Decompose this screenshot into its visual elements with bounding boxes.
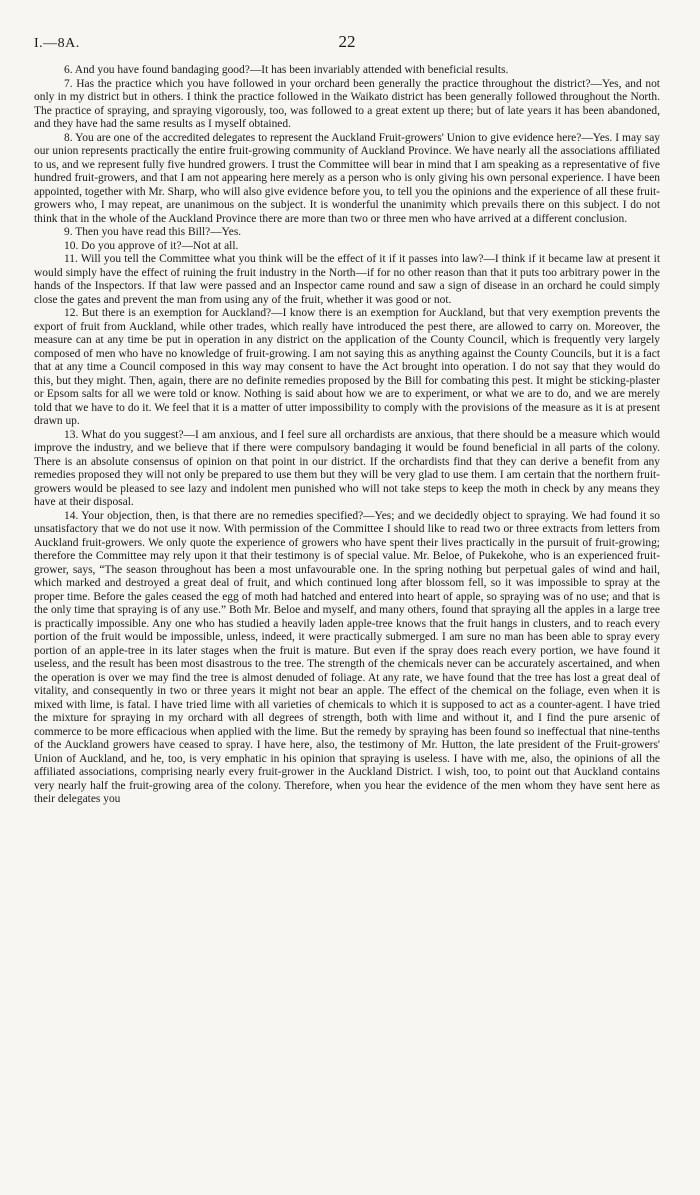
paragraph-q6: 6. And you have found bandaging good?—It has been invariably attended with beneficial results. — [64, 64, 509, 76]
paragraph-q10: 10. Do you approve of it?—Not at all. — [64, 239, 239, 252]
paragraph-q14: 14. Your objection, then, is that there are no remedies specified?—Yes; and we decidedly object to spraying. We had found it so unsatisfactory that we do not use it now. With permission of the Committee I should like to read two or three extracts from letters from Auckland fruit-growers. We only quote the experience of growers who have spent their lives practically in the pursuit of fruit-growing; therefore the Committee may rely upon it that their testimony is of special value. Mr. Beloe, of Pukekohe, who is an experienced fruit-grower, says, “The season throughout has been a most unfavourable one. In the spring nothing but perpetual gales of wind and hail, which marked and destroyed a great deal of fruit, and which continued long after blossom fell, so it was impossible to spray at the proper time. Before the gales ceased the egg of moth had hatched and entered into heart of apple, so spraying was of no use; and that is the only time that spraying is of any use.” Both Mr. Beloe and myself, and many others, found that spraying all the apples in a large tree is practically impossible. Any one who has studied a heavily laden apple-tree knows that the fruit hangs in clusters, and to reach every portion of the fruit would be impossible, unless, indeed, it were practically submerged. I am sure no man has been able to spray every portion of an apple-tree in its later stages when the fruit is mature. But even if the spray does reach every portion, we have found it useless, and the result has been most disastrous to the tree. The strength of the chemicals never can be accurately ascertained, and when the operation is over we may find the tree is almost denuded of foliage. At any rate, we have found that the tree has lost a great deal of vitality, and consequently in two or three years it might not bear an apple. The effect of the chemical on the foliage, even when it is mixed with lime, is fatal. I have tried lime with all varieties of chemicals to which it is supposed to act as a counter-agent. I have tried the mixture for spraying in my orchard with all degrees of strength, both with lime and without it, and I find the pure arsenic of commerce to be more efficacious when applied with the lime. But the remedy by spraying has been found so ineffectual that nine-tenths of the Auckland growers have ceased to spray. I have here, also, the testimony of Mr. Hutton, the late president of the Fruit-growers' Union of Auckland, and he, too, is very emphatic in his opinion that spraying is useless. I have with me, also, the opinions of all the affiliated associations, comprising nearly every fruit-grower in the Auckland District. I wish, too, to point out that Auckland contains very nearly half the fruit-growing area of the colony. Therefore, when you hear the evidence of the men whom they have sent here as their delegates you — [34, 509, 660, 805]
page-number: 22 — [338, 32, 356, 51]
paragraph-q13: 13. What do you suggest?—I am anxious, and I feel sure all orchardists are anxious, that there should be a measure which would improve the industry, and we believe that if there were compulsory bandaging it would be found beneficial in all parts of the colony. There is an absolute consensus of opinion on that point in our district. If the orchardists find that they can derive a benefit from any remedies proposed they will not only be prepared to use them but they will be very glad to use them. I am certain that the northern fruit-growers would be pleased to see lazy and indolent men punished who will not take steps to keep the moth in check by any means they have at their disposal. — [34, 428, 660, 508]
document-body — [34, 64, 660, 807]
paragraph-q7: 7. Has the practice which you have followed in your orchard been generally the practice throughout the district?—Yes, and not only in my district but in others. I think the practice followed in the Waikato district has been generally followed throughout the North. The practice of spraying, and spraying vigorously, too, was followed to a great extent up there; but of late years it has been abandoned, and they have had the same results as I myself obtained. — [34, 77, 660, 130]
paragraph-q9: 9. Then you have read this Bill?—Yes. — [64, 226, 242, 238]
document-reference: I.—8A. — [34, 36, 80, 51]
paragraph-q8: 8. You are one of the accredited delegates to represent the Auckland Fruit-growers' Union to give evidence here?—Yes. I may say our union represents practically the entire fruit-growing community of Auckland Province. We have nearly all the associations affiliated to us, and we represent fully five hundred growers. I trust the Committee will bear in mind that I am speaking as a representative of five hundred fruit-growers, and that I am not appearing here merely as a person who is only giving his own personal experience. I have been appointed, together with Mr. Sharp, who will also give evidence before you, to tell you the opinions and the experience of all these fruit-growers who, I may repeat, are unanimous on the subject. It is wonderful the unanimity which prevails there on this subject. I do not think that in the whole of the Auckland Province there are more than two or three men who have arrived at a different conclusion. — [34, 131, 660, 225]
page-header — [34, 30, 660, 64]
paragraph-q12: 12. But there is an exemption for Auckland?—I know there is an exemption for Auckland, but that very exemption prevents the export of fruit from Auckland, while other trades, which really have introduced the pest there, are allowed to carry on. Moreover, the measure can at any time be put in operation in any district on the application of the County Council, which is frequently very largely composed of men who have no knowledge of fruit-growing. I am not saying this as anything against the County Councils, but it is a fact that at any time a Council composed in this way may consent to have the Act brought into operation. I do not say that they would do this, but they might. Then, again, there are no definite remedies proposed by the Bill for combating this pest. It might be sticking-plaster or Epsom salts for all we were told or know. Nothing is said about how we are to experiment, or what we are to do, and we are merely told that we have to do it. We feel that it is a matter of utter impossibility to comply with the provisions of the measure as it is at present drawn up. — [34, 307, 660, 427]
paragraph-q11: 11. Will you tell the Committee what you think will be the effect of it if it passes into law?—I think if it became law at present it would simply have the effect of ruining the fruit industry in the North—if for no other reason than that it puts too arbitrary power in the hands of the Inspectors. If that law were passed and an Inspector came round and saw a sign of disease in an orchard he could simply close the gates and prevent the man from using any of the fruit, whether it was good or not. — [34, 253, 660, 306]
